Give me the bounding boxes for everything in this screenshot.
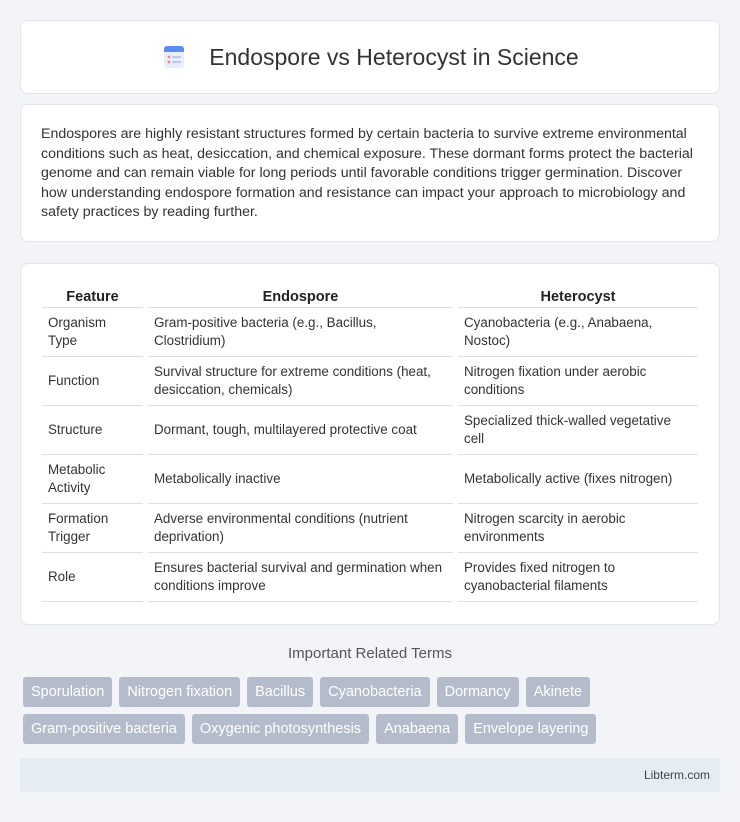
column-header: Endospore — [148, 282, 453, 308]
tag-nitrogen-fixation[interactable]: Nitrogen fixation — [119, 677, 240, 707]
table-cell: Specialized thick-walled vegetative cell — [458, 406, 698, 455]
table-cell: Ensures bacterial survival and germination when conditions improve — [148, 553, 453, 602]
footer-site-link[interactable]: Libterm.com — [643, 768, 710, 782]
table-cell: Cyanobacteria (e.g., Anabaena, Nostoc) — [458, 308, 698, 357]
table-row — [42, 357, 698, 406]
comparison-table-card — [20, 263, 720, 625]
footer — [20, 758, 720, 792]
table-row — [42, 406, 698, 455]
table-cell: Formation Trigger — [42, 504, 143, 553]
table-cell: Role — [42, 553, 143, 602]
intro-card — [20, 104, 720, 242]
table-cell: Survival structure for extreme conditions (heat, desiccation, chemicals) — [148, 357, 453, 406]
table-cell: Provides fixed nitrogen to cyanobacterial filaments — [458, 553, 698, 602]
tag-bacillus[interactable]: Bacillus — [247, 677, 313, 707]
tag-anabaena[interactable]: Anabaena — [376, 714, 458, 744]
column-header: Feature — [42, 282, 143, 308]
intro-text: Endospores are highly resistant structures formed by certain bacteria to survive extreme environmental conditions such as heat, desiccation, and chemical exposure. These dormant forms protect the bacterial genome and can remain viable for long periods until favorable conditions trigger germination. Discover how understanding endospore formation and resistance can impact your approach to microbiology and safety practices by reading further. — [41, 126, 693, 221]
tag-gram-positive-bacteria[interactable]: Gram-positive bacteria — [23, 714, 185, 744]
table-header-row — [42, 282, 698, 308]
table-row — [42, 553, 698, 602]
page-title: Endospore vs Heterocyst in Science — [209, 43, 579, 70]
tag-dormancy[interactable]: Dormancy — [437, 677, 519, 707]
table-row — [42, 308, 698, 357]
related-terms-title: Important Related Terms — [288, 645, 452, 662]
tag-sporulation[interactable]: Sporulation — [23, 677, 112, 707]
table-cell: Organism Type — [42, 308, 143, 357]
table-row — [42, 455, 698, 504]
tag-akinete[interactable]: Akinete — [526, 677, 590, 707]
table-cell: Metabolically inactive — [148, 455, 453, 504]
table-cell: Gram-positive bacteria (e.g., Bacillus, Clostridium) — [148, 308, 453, 357]
table-cell: Adverse environmental conditions (nutrient deprivation) — [148, 504, 453, 553]
table-cell: Function — [42, 357, 143, 406]
column-header: Heterocyst — [458, 282, 698, 308]
table-cell: Nitrogen scarcity in aerobic environments — [458, 504, 698, 553]
table-cell: Nitrogen fixation under aerobic conditions — [458, 357, 698, 406]
comparison-table — [37, 282, 703, 602]
tag-envelope-layering[interactable]: Envelope layering — [465, 714, 596, 744]
tag-row — [23, 677, 723, 707]
table-cell: Metabolically active (fixes nitrogen) — [458, 455, 698, 504]
table-cell: Dormant, tough, multilayered protective coat — [148, 406, 453, 455]
tag-cyanobacteria[interactable]: Cyanobacteria — [320, 677, 430, 707]
related-terms-tags — [23, 677, 723, 751]
header-card — [20, 20, 720, 94]
table-cell: Metabolic Activity — [42, 455, 143, 504]
tag-row — [23, 714, 723, 744]
table-cell: Structure — [42, 406, 143, 455]
table-row — [42, 504, 698, 553]
document-list-icon — [161, 44, 187, 70]
tag-oxygenic-photosynthesis[interactable]: Oxygenic photosynthesis — [192, 714, 369, 744]
